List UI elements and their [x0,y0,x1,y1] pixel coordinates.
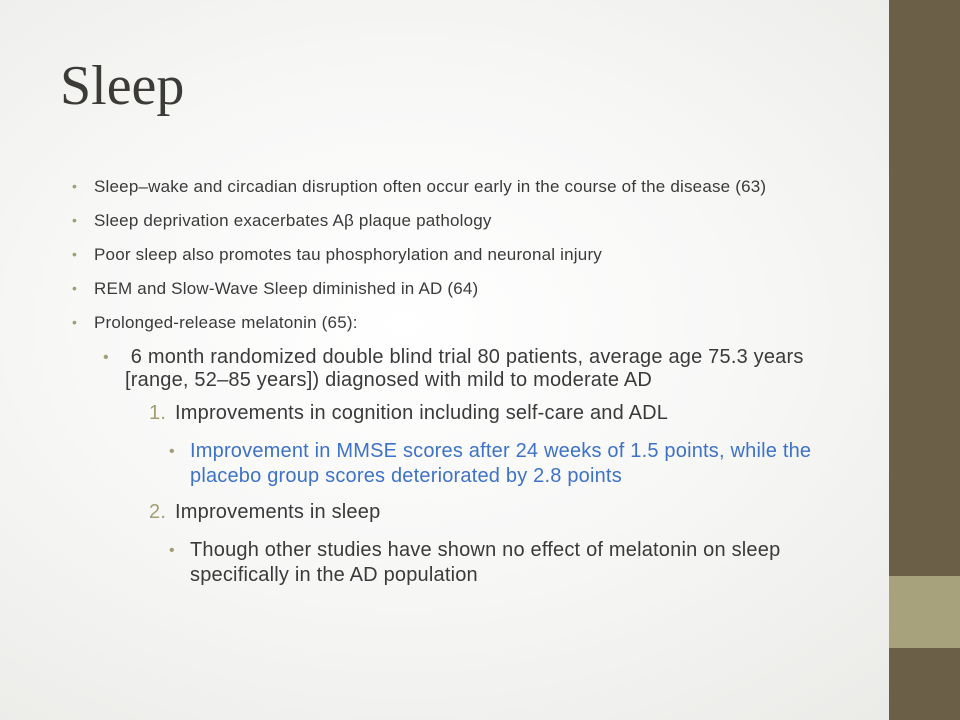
list-number: 1. [149,402,167,424]
bullet-dot-icon: • [72,212,78,228]
bullet-text: Prolonged-release melatonin (65): [94,313,358,332]
sub-bullet-text: 6 month randomized double blind trial 80 patients, average age 75.3 years [range, 52–85 years]) diagnosed with mild to moderate AD [125,346,810,391]
bullet-item [72,176,862,197]
bullet-text: Poor sleep also promotes tau phosphorylation and neuronal injury [94,245,602,264]
bullet-dot-icon: • [72,246,78,262]
sub-bullet-item [72,346,862,392]
bullet-dot-icon: • [72,178,78,194]
sidebar-accent-block [889,576,960,648]
bullet-text: Sleep deprivation exacerbates Aβ plaque pathology [94,211,492,230]
numbered-item-text: Improvements in cognition including self-care and ADL [175,402,669,424]
bullet-item [72,312,862,333]
detail-bullet-text: Improvement in MMSE scores after 24 weeks of 1.5 points, while the placebo group scores deteriorated by 2.8 points [190,440,812,487]
bullet-text: REM and Slow-Wave Sleep diminished in AD (64) [94,279,479,298]
bullet-dot-icon: • [72,280,78,296]
bullet-item [72,244,862,265]
bullet-dot-icon: • [169,443,175,460]
detail-bullet-item [72,439,862,489]
slide-title: Sleep [60,55,185,117]
bullet-dot-icon: • [169,542,175,559]
detail-bullet-item [72,538,862,588]
bullet-item [72,278,862,299]
bullet-text: Sleep–wake and circadian disruption often occur early in the course of the disease (63) [94,177,767,196]
slide-content [72,176,862,600]
numbered-item-text: Improvements in sleep [175,501,381,523]
bullet-dot-icon: • [103,349,109,366]
numbered-item [72,402,862,425]
list-number: 2. [149,501,167,523]
numbered-item [72,501,862,524]
bullet-item [72,210,862,231]
bullet-dot-icon: • [72,314,78,330]
detail-bullet-text: Though other studies have shown no effect of melatonin on sleep specifically in the AD population [190,539,781,586]
